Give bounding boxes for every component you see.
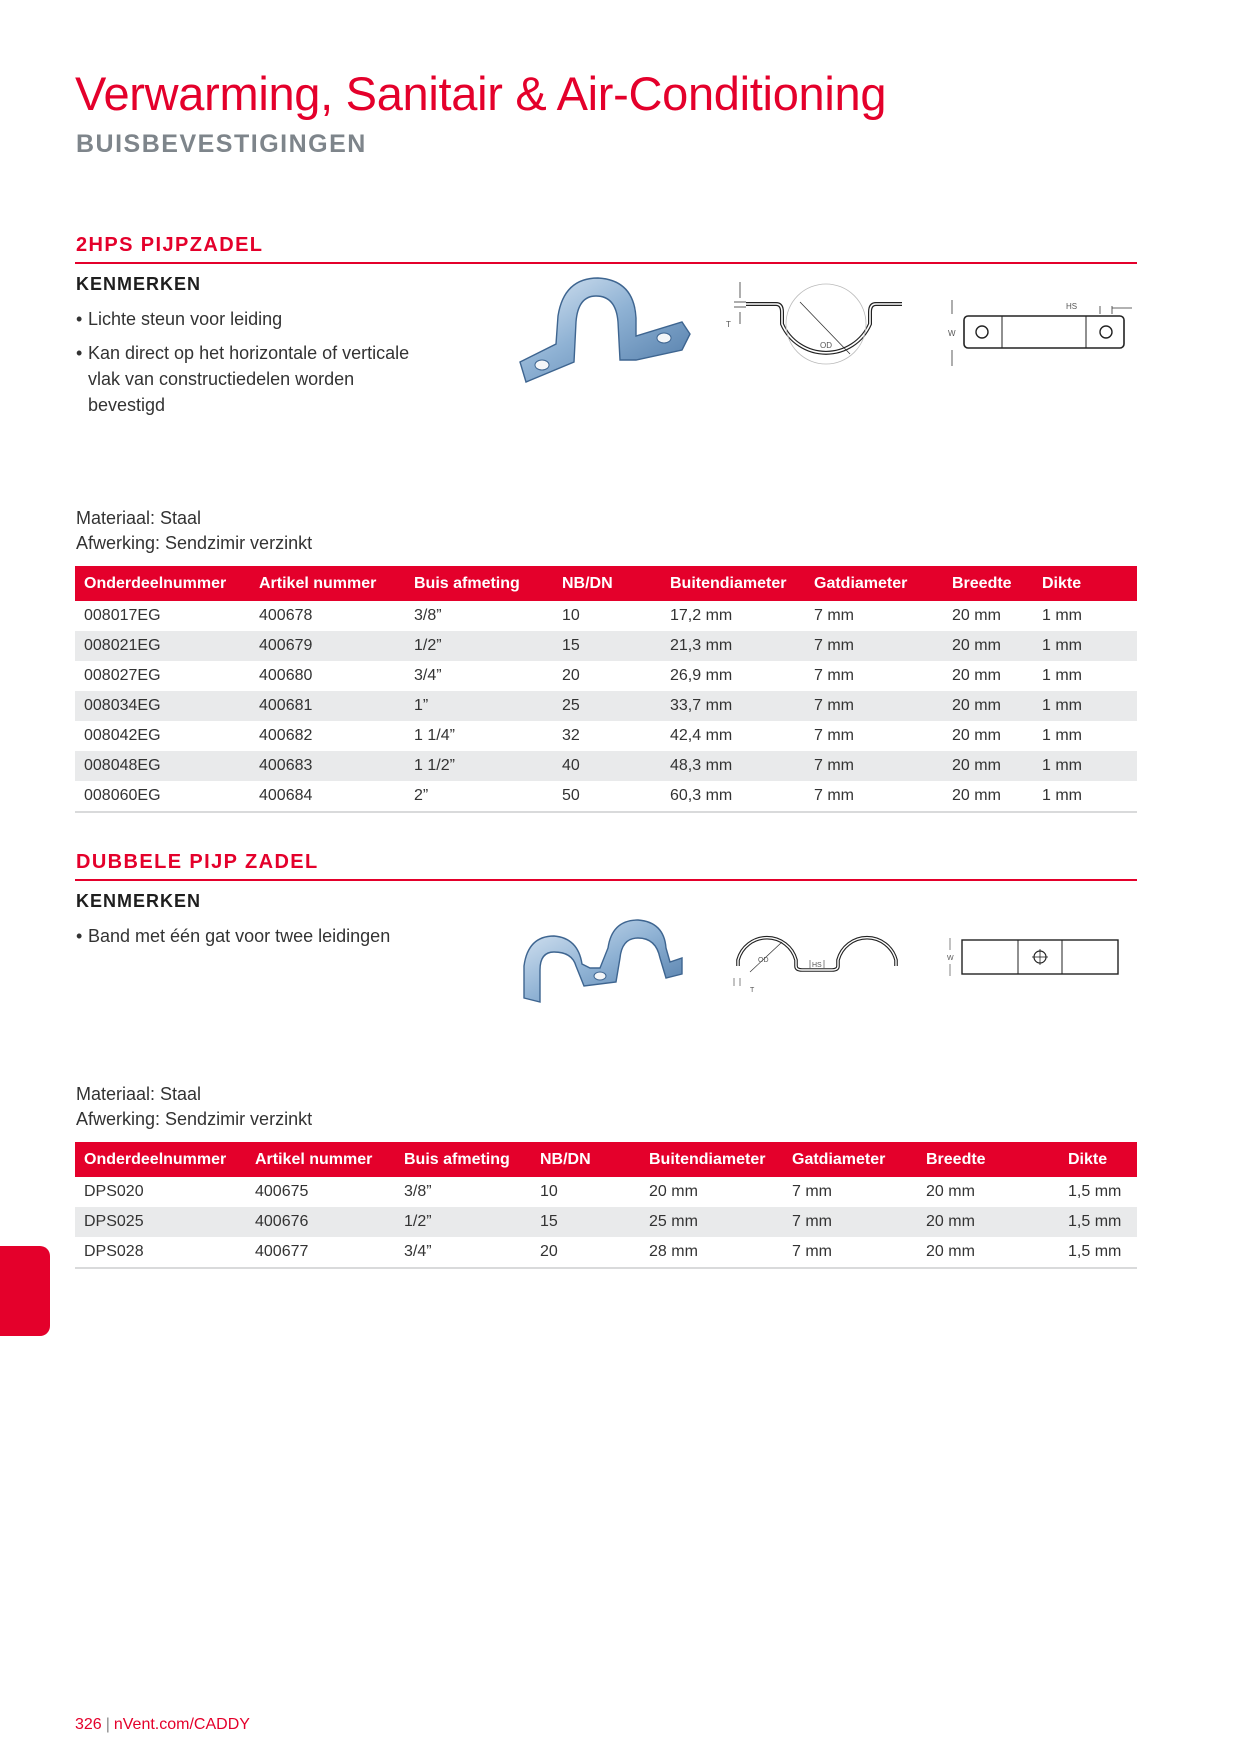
table-row — [75, 721, 1137, 751]
table-cell: 008021EG — [75, 631, 250, 661]
table-cell: 20 mm — [952, 667, 1001, 684]
table-cell: 400676 — [246, 1207, 395, 1237]
table-cell: 400679 — [250, 631, 405, 661]
table-row — [75, 1237, 1137, 1268]
table-cell: 7 mm — [792, 1183, 832, 1200]
col-breedte: Breedte — [917, 1142, 1059, 1177]
table-cell: 400684 — [250, 781, 405, 812]
table-cell: 1,5 mm — [1059, 1207, 1137, 1237]
col-artikel-nummer: Artikel nummer — [246, 1142, 395, 1177]
table-row — [75, 1177, 1137, 1207]
page-number: 326 — [75, 1716, 102, 1733]
page-subtitle: BUISBEVESTIGINGEN — [76, 130, 367, 158]
section-title-2hps: 2HPS PIJPZADEL — [76, 234, 264, 256]
page-title: Verwarming, Sanitair & Air-Conditioning — [75, 67, 887, 120]
table-cell: 1 1/4” — [414, 727, 455, 744]
col-gatdiameter: Gatdiameter — [805, 566, 943, 601]
section-title-dubbele: DUBBELE PIJP ZADEL — [76, 851, 319, 873]
label-od: OD — [758, 957, 769, 964]
feature-item: • Lichte steun voor leiding — [76, 306, 416, 332]
label-t: T — [750, 987, 755, 994]
table-row — [75, 781, 1137, 812]
col-breedte: Breedte — [943, 566, 1033, 601]
section-divider — [75, 879, 1137, 881]
table-row — [75, 1207, 1137, 1237]
table-cell: 21,3 mm — [661, 631, 805, 661]
table-cell: 60,3 mm — [661, 781, 805, 812]
table-cell: 20 — [562, 667, 580, 684]
finish-text: Afwerking: Sendzimir verzinkt — [76, 533, 313, 553]
col-dikte: Dikte — [1059, 1142, 1137, 1177]
col-buis-afmeting: Buis afmeting — [395, 1142, 531, 1177]
feature-item: • Kan direct op het horizontale of verticale vlak van constructiedelen worden bevestigd — [76, 340, 416, 418]
table-cell: 17,2 mm — [670, 607, 733, 624]
table-cell: 50 — [553, 781, 661, 812]
table-header-row — [75, 566, 1137, 601]
table-cell: 1,5 mm — [1068, 1183, 1122, 1200]
table-cell: 42,4 mm — [670, 727, 733, 744]
col-onderdeelnummer: Onderdeelnummer — [75, 566, 250, 601]
table-cell: 48,3 mm — [661, 751, 805, 781]
finish-text: Afwerking: Sendzimir verzinkt — [76, 1109, 313, 1129]
table-cell: 3/8” — [414, 607, 442, 624]
table-cell: 20 mm — [649, 1183, 698, 1200]
features-list — [76, 306, 416, 426]
table-cell: 3/4” — [395, 1237, 531, 1268]
table-cell: 1 mm — [1042, 667, 1082, 684]
table-cell: 7 mm — [805, 781, 943, 812]
table-cell: 26,9 mm — [670, 667, 733, 684]
saddle-side-drawing — [724, 280, 904, 390]
table-cell: 400683 — [250, 751, 405, 781]
table-cell: DPS025 — [75, 1207, 246, 1237]
table-cell: 32 — [562, 727, 580, 744]
col-gatdiameter: Gatdiameter — [783, 1142, 917, 1177]
table-cell: 7 mm — [783, 1207, 917, 1237]
saddle-top-drawing — [940, 296, 1140, 372]
table-cell: 400677 — [246, 1237, 395, 1268]
label-hs: HS — [812, 962, 822, 969]
table-cell: 3/4” — [414, 667, 442, 684]
label-od: OD — [820, 341, 832, 350]
table-cell: 20 mm — [926, 1183, 975, 1200]
table-cell: 400681 — [250, 691, 405, 721]
table-cell: 20 mm — [943, 631, 1033, 661]
features-list — [76, 923, 436, 957]
table-cell: DPS028 — [75, 1237, 246, 1268]
table-cell: 008034EG — [75, 691, 250, 721]
label-w: W — [948, 329, 956, 338]
table-row — [75, 751, 1137, 781]
table-cell: 008017EG — [84, 607, 161, 624]
table-cell: 20 mm — [952, 727, 1001, 744]
table-header-row — [75, 1142, 1137, 1177]
double-saddle-photo — [520, 918, 692, 1004]
table-cell: 7 mm — [814, 667, 854, 684]
table-cell: 1” — [405, 691, 553, 721]
table-cell: 1/2” — [405, 631, 553, 661]
double-saddle-top-drawing — [940, 936, 1122, 978]
table-cell: 40 — [553, 751, 661, 781]
table-cell: 1 mm — [1033, 631, 1137, 661]
label-hs: HS — [1066, 302, 1078, 311]
table-cell: 2” — [405, 781, 553, 812]
table-row — [75, 601, 1137, 631]
table-cell: 1,5 mm — [1059, 1237, 1137, 1268]
table-body — [75, 1177, 1137, 1268]
material-info — [76, 506, 312, 556]
table-cell: 008048EG — [75, 751, 250, 781]
table-cell: 20 mm — [943, 691, 1033, 721]
table-cell: 15 — [553, 631, 661, 661]
table-row — [75, 661, 1137, 691]
footer-website[interactable]: nVent.com/CADDY — [113, 1716, 250, 1733]
table-cell: 7 mm — [805, 631, 943, 661]
table-cell: 20 mm — [917, 1237, 1059, 1268]
double-saddle-side-drawing — [728, 920, 908, 1000]
footer-separator: | — [105, 1716, 110, 1733]
section-divider — [75, 262, 1137, 264]
table-body — [75, 601, 1137, 812]
table-cell: 7 mm — [783, 1237, 917, 1268]
table-row — [75, 631, 1137, 661]
table-cell: 008027EG — [84, 667, 161, 684]
col-nb-dn: NB/DN — [531, 1142, 640, 1177]
table-cell: 400682 — [259, 727, 313, 744]
table-cell: 008060EG — [75, 781, 250, 812]
col-nb-dn: NB/DN — [553, 566, 661, 601]
spec-table-2hps — [75, 566, 1137, 813]
table-cell: 25 — [553, 691, 661, 721]
pipe-saddle-photo — [512, 272, 692, 392]
table-cell: 3/8” — [404, 1183, 432, 1200]
table-cell: 20 mm — [943, 781, 1033, 812]
page-footer — [75, 1716, 250, 1734]
table-cell: 15 — [531, 1207, 640, 1237]
material-text: Materiaal: Staal — [76, 1084, 202, 1104]
table-cell: 1 mm — [1033, 751, 1137, 781]
table-cell: 10 — [562, 607, 580, 624]
features-heading: KENMERKEN — [76, 891, 202, 911]
table-cell: 33,7 mm — [661, 691, 805, 721]
table-cell: 7 mm — [805, 751, 943, 781]
col-buis-afmeting: Buis afmeting — [405, 566, 553, 601]
table-cell: DPS020 — [84, 1183, 144, 1200]
material-info — [76, 1082, 312, 1132]
table-cell: 400678 — [259, 607, 313, 624]
col-buitendiameter: Buitendiameter — [661, 566, 805, 601]
table-cell: 1/2” — [395, 1207, 531, 1237]
table-cell: 400680 — [259, 667, 313, 684]
table-cell: 7 mm — [814, 607, 854, 624]
table-cell: 1 mm — [1042, 727, 1082, 744]
col-dikte: Dikte — [1033, 566, 1137, 601]
table-cell: 1 mm — [1033, 781, 1137, 812]
table-cell: 20 mm — [952, 607, 1001, 624]
table-cell: 400675 — [255, 1183, 309, 1200]
col-onderdeelnummer: Onderdeelnummer — [75, 1142, 246, 1177]
table-cell: 25 mm — [640, 1207, 783, 1237]
table-cell: 1 1/2” — [405, 751, 553, 781]
table-cell: 7 mm — [805, 691, 943, 721]
table-cell: 7 mm — [814, 727, 854, 744]
label-t: T — [726, 320, 731, 329]
label-w: W — [947, 955, 954, 962]
col-buitendiameter: Buitendiameter — [640, 1142, 783, 1177]
col-artikel-nummer: Artikel nummer — [250, 566, 405, 601]
table-cell: 10 — [540, 1183, 558, 1200]
table-row — [75, 691, 1137, 721]
features-heading: KENMERKEN — [76, 274, 202, 294]
table-cell: 1 mm — [1033, 691, 1137, 721]
table-cell: 008042EG — [84, 727, 161, 744]
material-text: Materiaal: Staal — [76, 508, 202, 528]
table-cell: 20 — [531, 1237, 640, 1268]
table-cell: 28 mm — [640, 1237, 783, 1268]
table-cell: 1 mm — [1042, 607, 1082, 624]
feature-item: • Band met één gat voor twee leidingen — [76, 923, 436, 949]
chapter-tab — [0, 1246, 50, 1336]
table-cell: 20 mm — [917, 1207, 1059, 1237]
spec-table-dubbele — [75, 1142, 1137, 1269]
table-cell: 20 mm — [943, 751, 1033, 781]
